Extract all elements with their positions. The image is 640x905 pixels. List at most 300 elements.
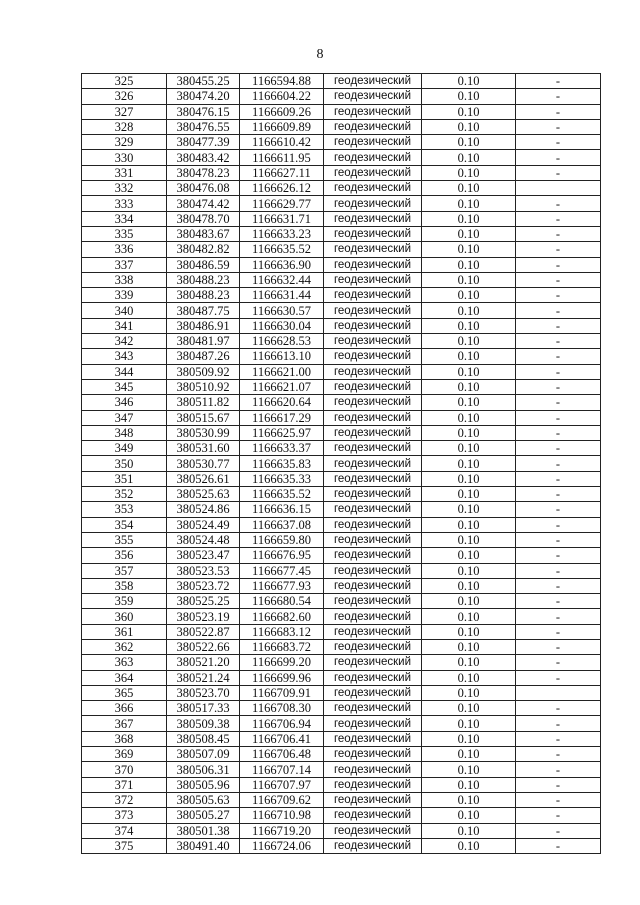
method-cell: геодезический [324, 532, 422, 547]
x-coordinate-cell: 380488.23 [167, 288, 240, 303]
method-cell: геодезический [324, 777, 422, 792]
accuracy-cell: 0.10 [422, 639, 516, 654]
table-row [82, 364, 601, 379]
y-coordinate-cell: 1166677.45 [240, 563, 324, 578]
method-cell: геодезический [324, 303, 422, 318]
method-cell: геодезический [324, 211, 422, 226]
method-cell: геодезический [324, 165, 422, 180]
table-row [82, 334, 601, 349]
note-cell: - [516, 670, 601, 685]
table-row [82, 181, 601, 196]
y-coordinate-cell: 1166613.10 [240, 349, 324, 364]
table-row [82, 456, 601, 471]
accuracy-cell: 0.10 [422, 487, 516, 502]
note-cell: - [516, 226, 601, 241]
table-row [82, 211, 601, 226]
accuracy-cell: 0.10 [422, 792, 516, 807]
method-cell: геодезический [324, 135, 422, 150]
y-coordinate-cell: 1166609.89 [240, 119, 324, 134]
note-cell: - [516, 762, 601, 777]
x-coordinate-cell: 380525.25 [167, 594, 240, 609]
y-coordinate-cell: 1166635.33 [240, 471, 324, 486]
table-row [82, 272, 601, 287]
note-cell: - [516, 135, 601, 150]
accuracy-cell: 0.10 [422, 578, 516, 593]
table-row [82, 716, 601, 731]
point-number-cell: 367 [82, 716, 167, 731]
point-number-cell: 371 [82, 777, 167, 792]
accuracy-cell: 0.10 [422, 74, 516, 89]
note-cell: - [516, 410, 601, 425]
table-row [82, 135, 601, 150]
y-coordinate-cell: 1166609.26 [240, 104, 324, 119]
x-coordinate-cell: 380508.45 [167, 731, 240, 746]
y-coordinate-cell: 1166631.71 [240, 211, 324, 226]
point-number-cell: 356 [82, 548, 167, 563]
x-coordinate-cell: 380505.96 [167, 777, 240, 792]
table-row [82, 242, 601, 257]
accuracy-cell: 0.10 [422, 196, 516, 211]
note-cell: - [516, 747, 601, 762]
x-coordinate-cell: 380523.70 [167, 685, 240, 700]
y-coordinate-cell: 1166635.83 [240, 456, 324, 471]
method-cell: геодезический [324, 119, 422, 134]
method-cell: геодезический [324, 104, 422, 119]
method-cell: геодезический [324, 471, 422, 486]
point-number-cell: 325 [82, 74, 167, 89]
x-coordinate-cell: 380525.63 [167, 487, 240, 502]
note-cell: - [516, 288, 601, 303]
x-coordinate-cell: 380515.67 [167, 410, 240, 425]
note-cell: - [516, 701, 601, 716]
note-cell: - [516, 532, 601, 547]
accuracy-cell: 0.10 [422, 609, 516, 624]
point-number-cell: 358 [82, 578, 167, 593]
point-number-cell: 348 [82, 425, 167, 440]
note-cell: - [516, 89, 601, 104]
accuracy-cell: 0.10 [422, 823, 516, 838]
y-coordinate-cell: 1166676.95 [240, 548, 324, 563]
x-coordinate-cell: 380522.87 [167, 624, 240, 639]
point-number-cell: 330 [82, 150, 167, 165]
note-cell: - [516, 318, 601, 333]
point-number-cell: 364 [82, 670, 167, 685]
x-coordinate-cell: 380524.86 [167, 502, 240, 517]
accuracy-cell: 0.10 [422, 410, 516, 425]
table-row [82, 594, 601, 609]
note-cell: - [516, 563, 601, 578]
coordinates-table [81, 73, 601, 854]
method-cell: геодезический [324, 548, 422, 563]
accuracy-cell: 0.10 [422, 119, 516, 134]
accuracy-cell: 0.10 [422, 242, 516, 257]
method-cell: геодезический [324, 441, 422, 456]
accuracy-cell: 0.10 [422, 548, 516, 563]
y-coordinate-cell: 1166621.07 [240, 379, 324, 394]
note-cell: - [516, 502, 601, 517]
point-number-cell: 335 [82, 226, 167, 241]
point-number-cell: 334 [82, 211, 167, 226]
accuracy-cell: 0.10 [422, 701, 516, 716]
y-coordinate-cell: 1166682.60 [240, 609, 324, 624]
accuracy-cell: 0.10 [422, 502, 516, 517]
y-coordinate-cell: 1166707.97 [240, 777, 324, 792]
method-cell: геодезический [324, 747, 422, 762]
table-row [82, 578, 601, 593]
method-cell: геодезический [324, 701, 422, 716]
point-number-cell: 337 [82, 257, 167, 272]
note-cell: - [516, 211, 601, 226]
point-number-cell: 362 [82, 639, 167, 654]
table-row [82, 563, 601, 578]
x-coordinate-cell: 380455.25 [167, 74, 240, 89]
accuracy-cell: 0.10 [422, 272, 516, 287]
accuracy-cell: 0.10 [422, 594, 516, 609]
x-coordinate-cell: 380506.31 [167, 762, 240, 777]
table-row [82, 609, 601, 624]
point-number-cell: 346 [82, 395, 167, 410]
method-cell: геодезический [324, 226, 422, 241]
y-coordinate-cell: 1166706.94 [240, 716, 324, 731]
note-cell: - [516, 487, 601, 502]
y-coordinate-cell: 1166604.22 [240, 89, 324, 104]
table-row [82, 655, 601, 670]
accuracy-cell: 0.10 [422, 532, 516, 547]
note-cell: - [516, 548, 601, 563]
note-cell: - [516, 823, 601, 838]
table-row [82, 548, 601, 563]
note-cell: - [516, 609, 601, 624]
method-cell: геодезический [324, 288, 422, 303]
table-row [82, 288, 601, 303]
note-cell: - [516, 303, 601, 318]
accuracy-cell: 0.10 [422, 334, 516, 349]
table-row [82, 119, 601, 134]
method-cell: геодезический [324, 257, 422, 272]
table-row [82, 89, 601, 104]
y-coordinate-cell: 1166620.64 [240, 395, 324, 410]
accuracy-cell: 0.10 [422, 762, 516, 777]
point-number-cell: 329 [82, 135, 167, 150]
table-row [82, 639, 601, 654]
method-cell: геодезический [324, 594, 422, 609]
note-cell: - [516, 272, 601, 287]
point-number-cell: 354 [82, 517, 167, 532]
accuracy-cell: 0.10 [422, 318, 516, 333]
accuracy-cell: 0.10 [422, 716, 516, 731]
accuracy-cell: 0.10 [422, 181, 516, 196]
point-number-cell: 349 [82, 441, 167, 456]
table-row [82, 823, 601, 838]
accuracy-cell: 0.10 [422, 517, 516, 532]
note-cell: - [516, 119, 601, 134]
x-coordinate-cell: 380477.39 [167, 135, 240, 150]
point-number-cell: 357 [82, 563, 167, 578]
y-coordinate-cell: 1166633.23 [240, 226, 324, 241]
accuracy-cell: 0.10 [422, 441, 516, 456]
x-coordinate-cell: 380524.48 [167, 532, 240, 547]
note-cell: - [516, 364, 601, 379]
method-cell: геодезический [324, 196, 422, 211]
note-cell: - [516, 594, 601, 609]
table-row [82, 226, 601, 241]
note-cell: - [516, 838, 601, 853]
accuracy-cell: 0.10 [422, 624, 516, 639]
x-coordinate-cell: 380487.26 [167, 349, 240, 364]
table-row [82, 808, 601, 823]
accuracy-cell: 0.10 [422, 808, 516, 823]
x-coordinate-cell: 380522.66 [167, 639, 240, 654]
y-coordinate-cell: 1166719.20 [240, 823, 324, 838]
note-cell: - [516, 425, 601, 440]
x-coordinate-cell: 380510.92 [167, 379, 240, 394]
accuracy-cell: 0.10 [422, 379, 516, 394]
point-number-cell: 342 [82, 334, 167, 349]
accuracy-cell: 0.10 [422, 211, 516, 226]
method-cell: геодезический [324, 181, 422, 196]
note-cell: - [516, 257, 601, 272]
method-cell: геодезический [324, 624, 422, 639]
method-cell: геодезический [324, 410, 422, 425]
point-number-cell: 339 [82, 288, 167, 303]
x-coordinate-cell: 380487.75 [167, 303, 240, 318]
note-cell: - [516, 379, 601, 394]
table-row [82, 517, 601, 532]
accuracy-cell: 0.10 [422, 655, 516, 670]
note-cell: - [516, 639, 601, 654]
accuracy-cell: 0.10 [422, 135, 516, 150]
note-cell: - [516, 349, 601, 364]
point-number-cell: 355 [82, 532, 167, 547]
y-coordinate-cell: 1166626.12 [240, 181, 324, 196]
x-coordinate-cell: 380509.92 [167, 364, 240, 379]
note-cell: - [516, 456, 601, 471]
table-row [82, 731, 601, 746]
x-coordinate-cell: 380486.91 [167, 318, 240, 333]
accuracy-cell: 0.10 [422, 303, 516, 318]
accuracy-cell: 0.10 [422, 685, 516, 700]
method-cell: геодезический [324, 823, 422, 838]
x-coordinate-cell: 380478.23 [167, 165, 240, 180]
point-number-cell: 366 [82, 701, 167, 716]
method-cell: геодезический [324, 334, 422, 349]
table-row [82, 196, 601, 211]
method-cell: геодезический [324, 655, 422, 670]
table-row [82, 395, 601, 410]
x-coordinate-cell: 380523.53 [167, 563, 240, 578]
table-row [82, 532, 601, 547]
method-cell: геодезический [324, 716, 422, 731]
x-coordinate-cell: 380481.97 [167, 334, 240, 349]
table-row [82, 502, 601, 517]
y-coordinate-cell: 1166628.53 [240, 334, 324, 349]
note-cell: - [516, 196, 601, 211]
y-coordinate-cell: 1166708.30 [240, 701, 324, 716]
y-coordinate-cell: 1166680.54 [240, 594, 324, 609]
method-cell: геодезический [324, 150, 422, 165]
table-row [82, 318, 601, 333]
accuracy-cell: 0.10 [422, 838, 516, 853]
method-cell: геодезический [324, 89, 422, 104]
x-coordinate-cell: 380501.38 [167, 823, 240, 838]
table-row [82, 379, 601, 394]
point-number-cell: 361 [82, 624, 167, 639]
accuracy-cell: 0.10 [422, 670, 516, 685]
x-coordinate-cell: 380526.61 [167, 471, 240, 486]
note-cell: - [516, 104, 601, 119]
note-cell: - [516, 655, 601, 670]
x-coordinate-cell: 380476.15 [167, 104, 240, 119]
method-cell: геодезический [324, 456, 422, 471]
table-row [82, 777, 601, 792]
point-number-cell: 328 [82, 119, 167, 134]
table-row [82, 150, 601, 165]
table-row [82, 624, 601, 639]
point-number-cell: 331 [82, 165, 167, 180]
point-number-cell: 365 [82, 685, 167, 700]
point-number-cell: 363 [82, 655, 167, 670]
note-cell: - [516, 808, 601, 823]
point-number-cell: 351 [82, 471, 167, 486]
y-coordinate-cell: 1166625.97 [240, 425, 324, 440]
accuracy-cell: 0.10 [422, 425, 516, 440]
method-cell: геодезический [324, 318, 422, 333]
point-number-cell: 341 [82, 318, 167, 333]
point-number-cell: 336 [82, 242, 167, 257]
x-coordinate-cell: 380482.82 [167, 242, 240, 257]
y-coordinate-cell: 1166632.44 [240, 272, 324, 287]
method-cell: геодезический [324, 762, 422, 777]
x-coordinate-cell: 380523.72 [167, 578, 240, 593]
point-number-cell: 375 [82, 838, 167, 853]
accuracy-cell: 0.10 [422, 395, 516, 410]
note-cell: - [516, 731, 601, 746]
x-coordinate-cell: 380523.47 [167, 548, 240, 563]
y-coordinate-cell: 1166630.57 [240, 303, 324, 318]
point-number-cell: 332 [82, 181, 167, 196]
table-row [82, 685, 601, 700]
x-coordinate-cell: 380476.08 [167, 181, 240, 196]
x-coordinate-cell: 380486.59 [167, 257, 240, 272]
y-coordinate-cell: 1166706.48 [240, 747, 324, 762]
table-row [82, 670, 601, 685]
point-number-cell: 333 [82, 196, 167, 211]
point-number-cell: 369 [82, 747, 167, 762]
x-coordinate-cell: 380478.70 [167, 211, 240, 226]
x-coordinate-cell: 380474.20 [167, 89, 240, 104]
y-coordinate-cell: 1166594.88 [240, 74, 324, 89]
x-coordinate-cell: 380531.60 [167, 441, 240, 456]
point-number-cell: 372 [82, 792, 167, 807]
y-coordinate-cell: 1166659.80 [240, 532, 324, 547]
method-cell: геодезический [324, 517, 422, 532]
method-cell: геодезический [324, 349, 422, 364]
method-cell: геодезический [324, 487, 422, 502]
x-coordinate-cell: 380524.49 [167, 517, 240, 532]
y-coordinate-cell: 1166707.14 [240, 762, 324, 777]
x-coordinate-cell: 380505.27 [167, 808, 240, 823]
point-number-cell: 326 [82, 89, 167, 104]
table-row [82, 701, 601, 716]
y-coordinate-cell: 1166683.12 [240, 624, 324, 639]
x-coordinate-cell: 380476.55 [167, 119, 240, 134]
x-coordinate-cell: 380488.23 [167, 272, 240, 287]
y-coordinate-cell: 1166621.00 [240, 364, 324, 379]
method-cell: геодезический [324, 242, 422, 257]
coordinates-table-body [82, 74, 601, 854]
y-coordinate-cell: 1166709.62 [240, 792, 324, 807]
y-coordinate-cell: 1166631.44 [240, 288, 324, 303]
point-number-cell: 359 [82, 594, 167, 609]
method-cell: геодезический [324, 792, 422, 807]
x-coordinate-cell: 380523.19 [167, 609, 240, 624]
accuracy-cell: 0.10 [422, 104, 516, 119]
y-coordinate-cell: 1166635.52 [240, 487, 324, 502]
note-cell: - [516, 334, 601, 349]
x-coordinate-cell: 380507.09 [167, 747, 240, 762]
point-number-cell: 350 [82, 456, 167, 471]
y-coordinate-cell: 1166677.93 [240, 578, 324, 593]
method-cell: геодезический [324, 379, 422, 394]
x-coordinate-cell: 380511.82 [167, 395, 240, 410]
x-coordinate-cell: 380483.67 [167, 226, 240, 241]
accuracy-cell: 0.10 [422, 364, 516, 379]
y-coordinate-cell: 1166630.04 [240, 318, 324, 333]
point-number-cell: 373 [82, 808, 167, 823]
table-row [82, 441, 601, 456]
note-cell: - [516, 716, 601, 731]
accuracy-cell: 0.10 [422, 349, 516, 364]
point-number-cell: 338 [82, 272, 167, 287]
method-cell: геодезический [324, 425, 422, 440]
x-coordinate-cell: 380517.33 [167, 701, 240, 716]
point-number-cell: 368 [82, 731, 167, 746]
method-cell: геодезический [324, 563, 422, 578]
point-number-cell: 352 [82, 487, 167, 502]
point-number-cell: 343 [82, 349, 167, 364]
method-cell: геодезический [324, 731, 422, 746]
accuracy-cell: 0.10 [422, 471, 516, 486]
method-cell: геодезический [324, 74, 422, 89]
accuracy-cell: 0.10 [422, 288, 516, 303]
page-number: 8 [316, 47, 324, 62]
point-number-cell: 344 [82, 364, 167, 379]
note-cell: - [516, 624, 601, 639]
method-cell: геодезический [324, 838, 422, 853]
table-row [82, 410, 601, 425]
x-coordinate-cell: 380521.20 [167, 655, 240, 670]
accuracy-cell: 0.10 [422, 150, 516, 165]
note-cell: - [516, 471, 601, 486]
x-coordinate-cell: 380491.40 [167, 838, 240, 853]
note-cell: - [516, 792, 601, 807]
y-coordinate-cell: 1166683.72 [240, 639, 324, 654]
accuracy-cell: 0.10 [422, 89, 516, 104]
table-row [82, 303, 601, 318]
note-cell: - [516, 74, 601, 89]
method-cell: геодезический [324, 670, 422, 685]
x-coordinate-cell: 380505.63 [167, 792, 240, 807]
note-cell: - [516, 242, 601, 257]
x-coordinate-cell: 380530.99 [167, 425, 240, 440]
table-row [82, 471, 601, 486]
accuracy-cell: 0.10 [422, 747, 516, 762]
method-cell: геодезический [324, 578, 422, 593]
y-coordinate-cell: 1166629.77 [240, 196, 324, 211]
note-cell: - [516, 777, 601, 792]
x-coordinate-cell: 380521.24 [167, 670, 240, 685]
table-row [82, 792, 601, 807]
